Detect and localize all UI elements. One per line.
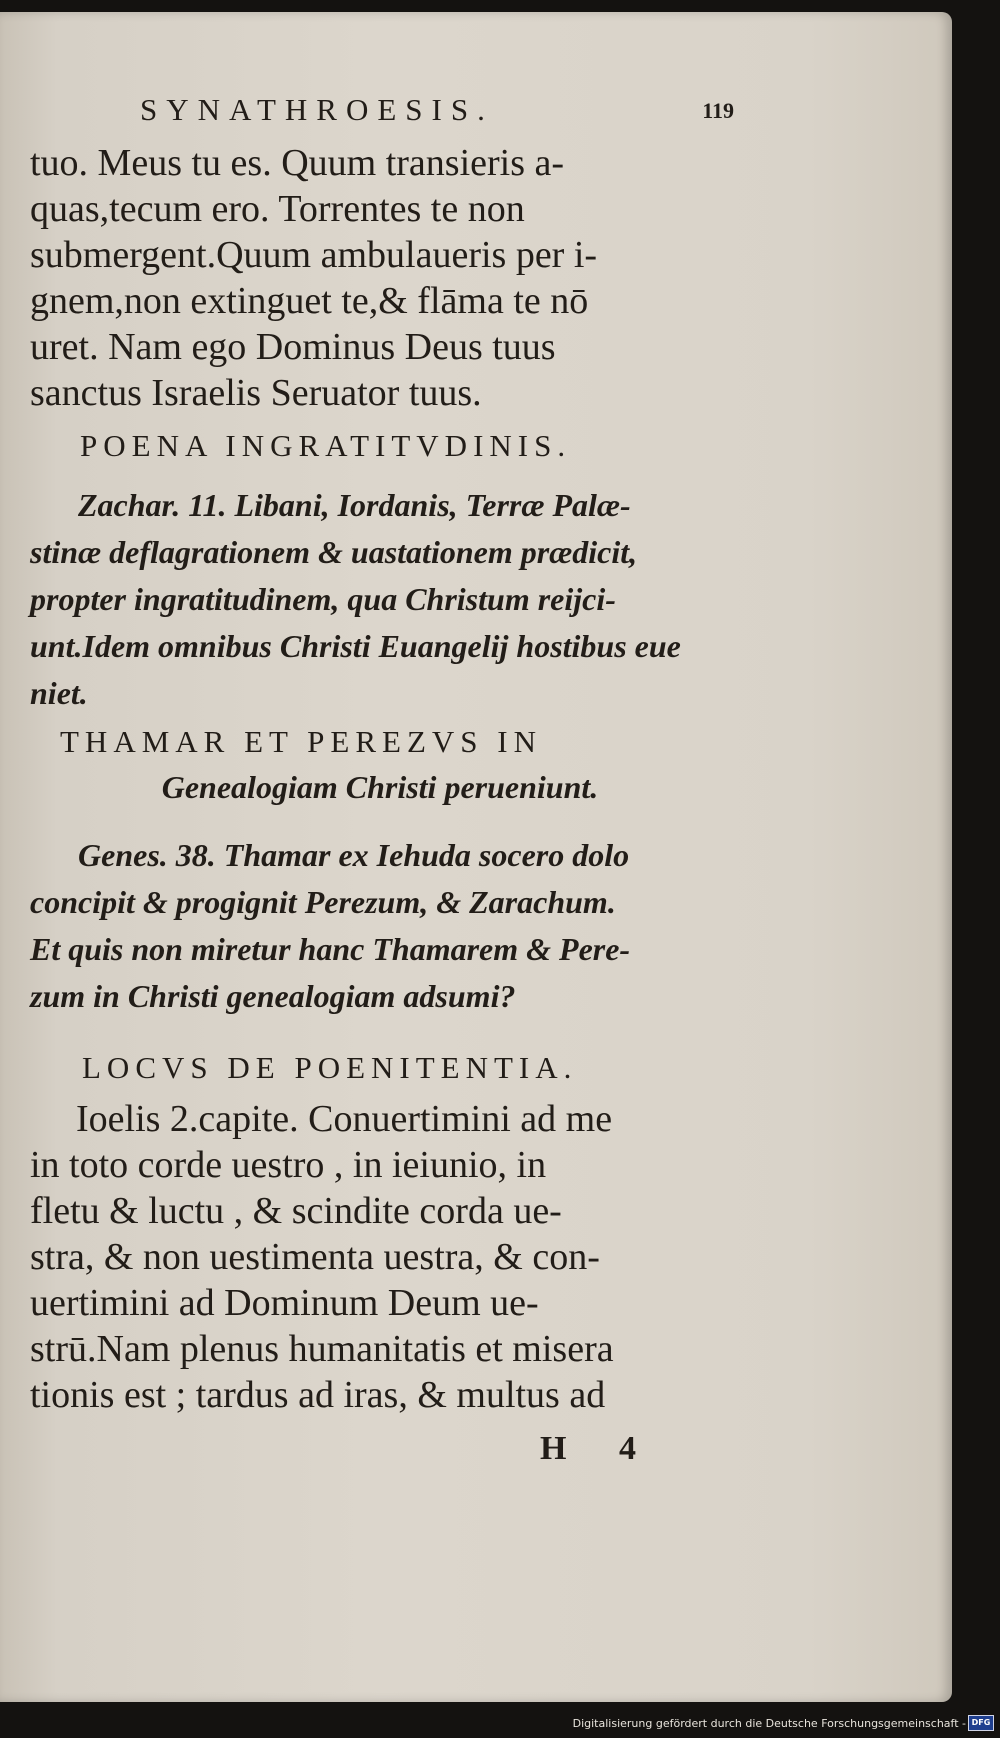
text-line: uret. Nam ego Dominus Deus tuus <box>30 326 556 368</box>
page-number: 119 <box>702 98 734 123</box>
text-line: Zachar. 11. Libani, Iordanis, Terræ Palæ- <box>78 487 631 523</box>
signature-mark: H 4 <box>540 1430 658 1467</box>
text-line: concipit & progignit Perezum, & Zarachum. <box>30 884 616 920</box>
paragraph-genesis <box>30 832 730 1020</box>
heading-line: POENA INGRATITVDINIS. <box>80 428 572 463</box>
text-line: stra, & non uestimenta uestra, & con- <box>30 1236 600 1278</box>
text-line: tuo. Meus tu es. Quum transieris a- <box>30 142 565 184</box>
section-subheading-genealogy <box>30 764 730 811</box>
text-line: uertimini ad Dominum Deum ue- <box>30 1282 539 1324</box>
text-line: Ioelis 2.capite. Conuertimini ad me <box>76 1098 613 1140</box>
text-line: Genes. 38. Thamar ex Iehuda socero dolo <box>78 837 630 873</box>
heading-line: LOCVS DE POENITENTIA. <box>82 1050 578 1085</box>
text-line: strū.Nam plenus humanitatis et misera <box>30 1328 614 1370</box>
text-line: zum in Christi genealogiam adsumi? <box>30 978 516 1014</box>
text-line: niet. <box>30 675 88 711</box>
heading-line: THAMAR ET PEREZVS IN <box>60 724 542 759</box>
text-line: propter ingratitudinem, qua Christum reijci- <box>30 581 616 617</box>
digitization-credit: Digitalisierung gefördert durch die Deutsche Forschungsgemeinschaft - <box>572 1717 966 1730</box>
dfg-logo-icon: DFG <box>968 1715 994 1731</box>
subheading-line: Genealogiam Christi perueniunt. <box>161 769 599 805</box>
text-line: fletu & luctu , & scindite corda ue- <box>30 1190 562 1232</box>
text-line: gnem,non extinguet te,& flāma te nō <box>30 280 589 322</box>
text-line: quas,tecum ero. Torrentes te non <box>30 188 525 230</box>
running-head <box>30 92 734 132</box>
text-line: stinæ deflagrationem & uastationem prædicit, <box>30 534 638 570</box>
text-line: in toto corde uestro , in ieiunio, in <box>30 1144 547 1186</box>
paragraph-joel <box>30 1096 730 1418</box>
text-line: Et quis non miretur hanc Thamarem & Pere- <box>30 931 631 967</box>
section-heading-poenitentia <box>82 1048 782 1088</box>
section-heading-poena <box>80 426 780 466</box>
paragraph-isaiah-continuation <box>30 140 730 416</box>
book-page <box>0 12 952 1702</box>
paragraph-zacharias <box>30 482 730 717</box>
running-head-title: SYNATHROESIS. <box>140 92 494 127</box>
text-line: unt.Idem omnibus Christi Euangelij hostibus eue <box>30 628 681 664</box>
text-line: sanctus Israelis Seruator tuus. <box>30 372 482 414</box>
section-heading-thamar <box>60 722 760 762</box>
text-line: submergent.Quum ambulaueris per i- <box>30 234 598 276</box>
text-line: tionis est ; tardus ad iras, & multus ad <box>30 1374 606 1416</box>
